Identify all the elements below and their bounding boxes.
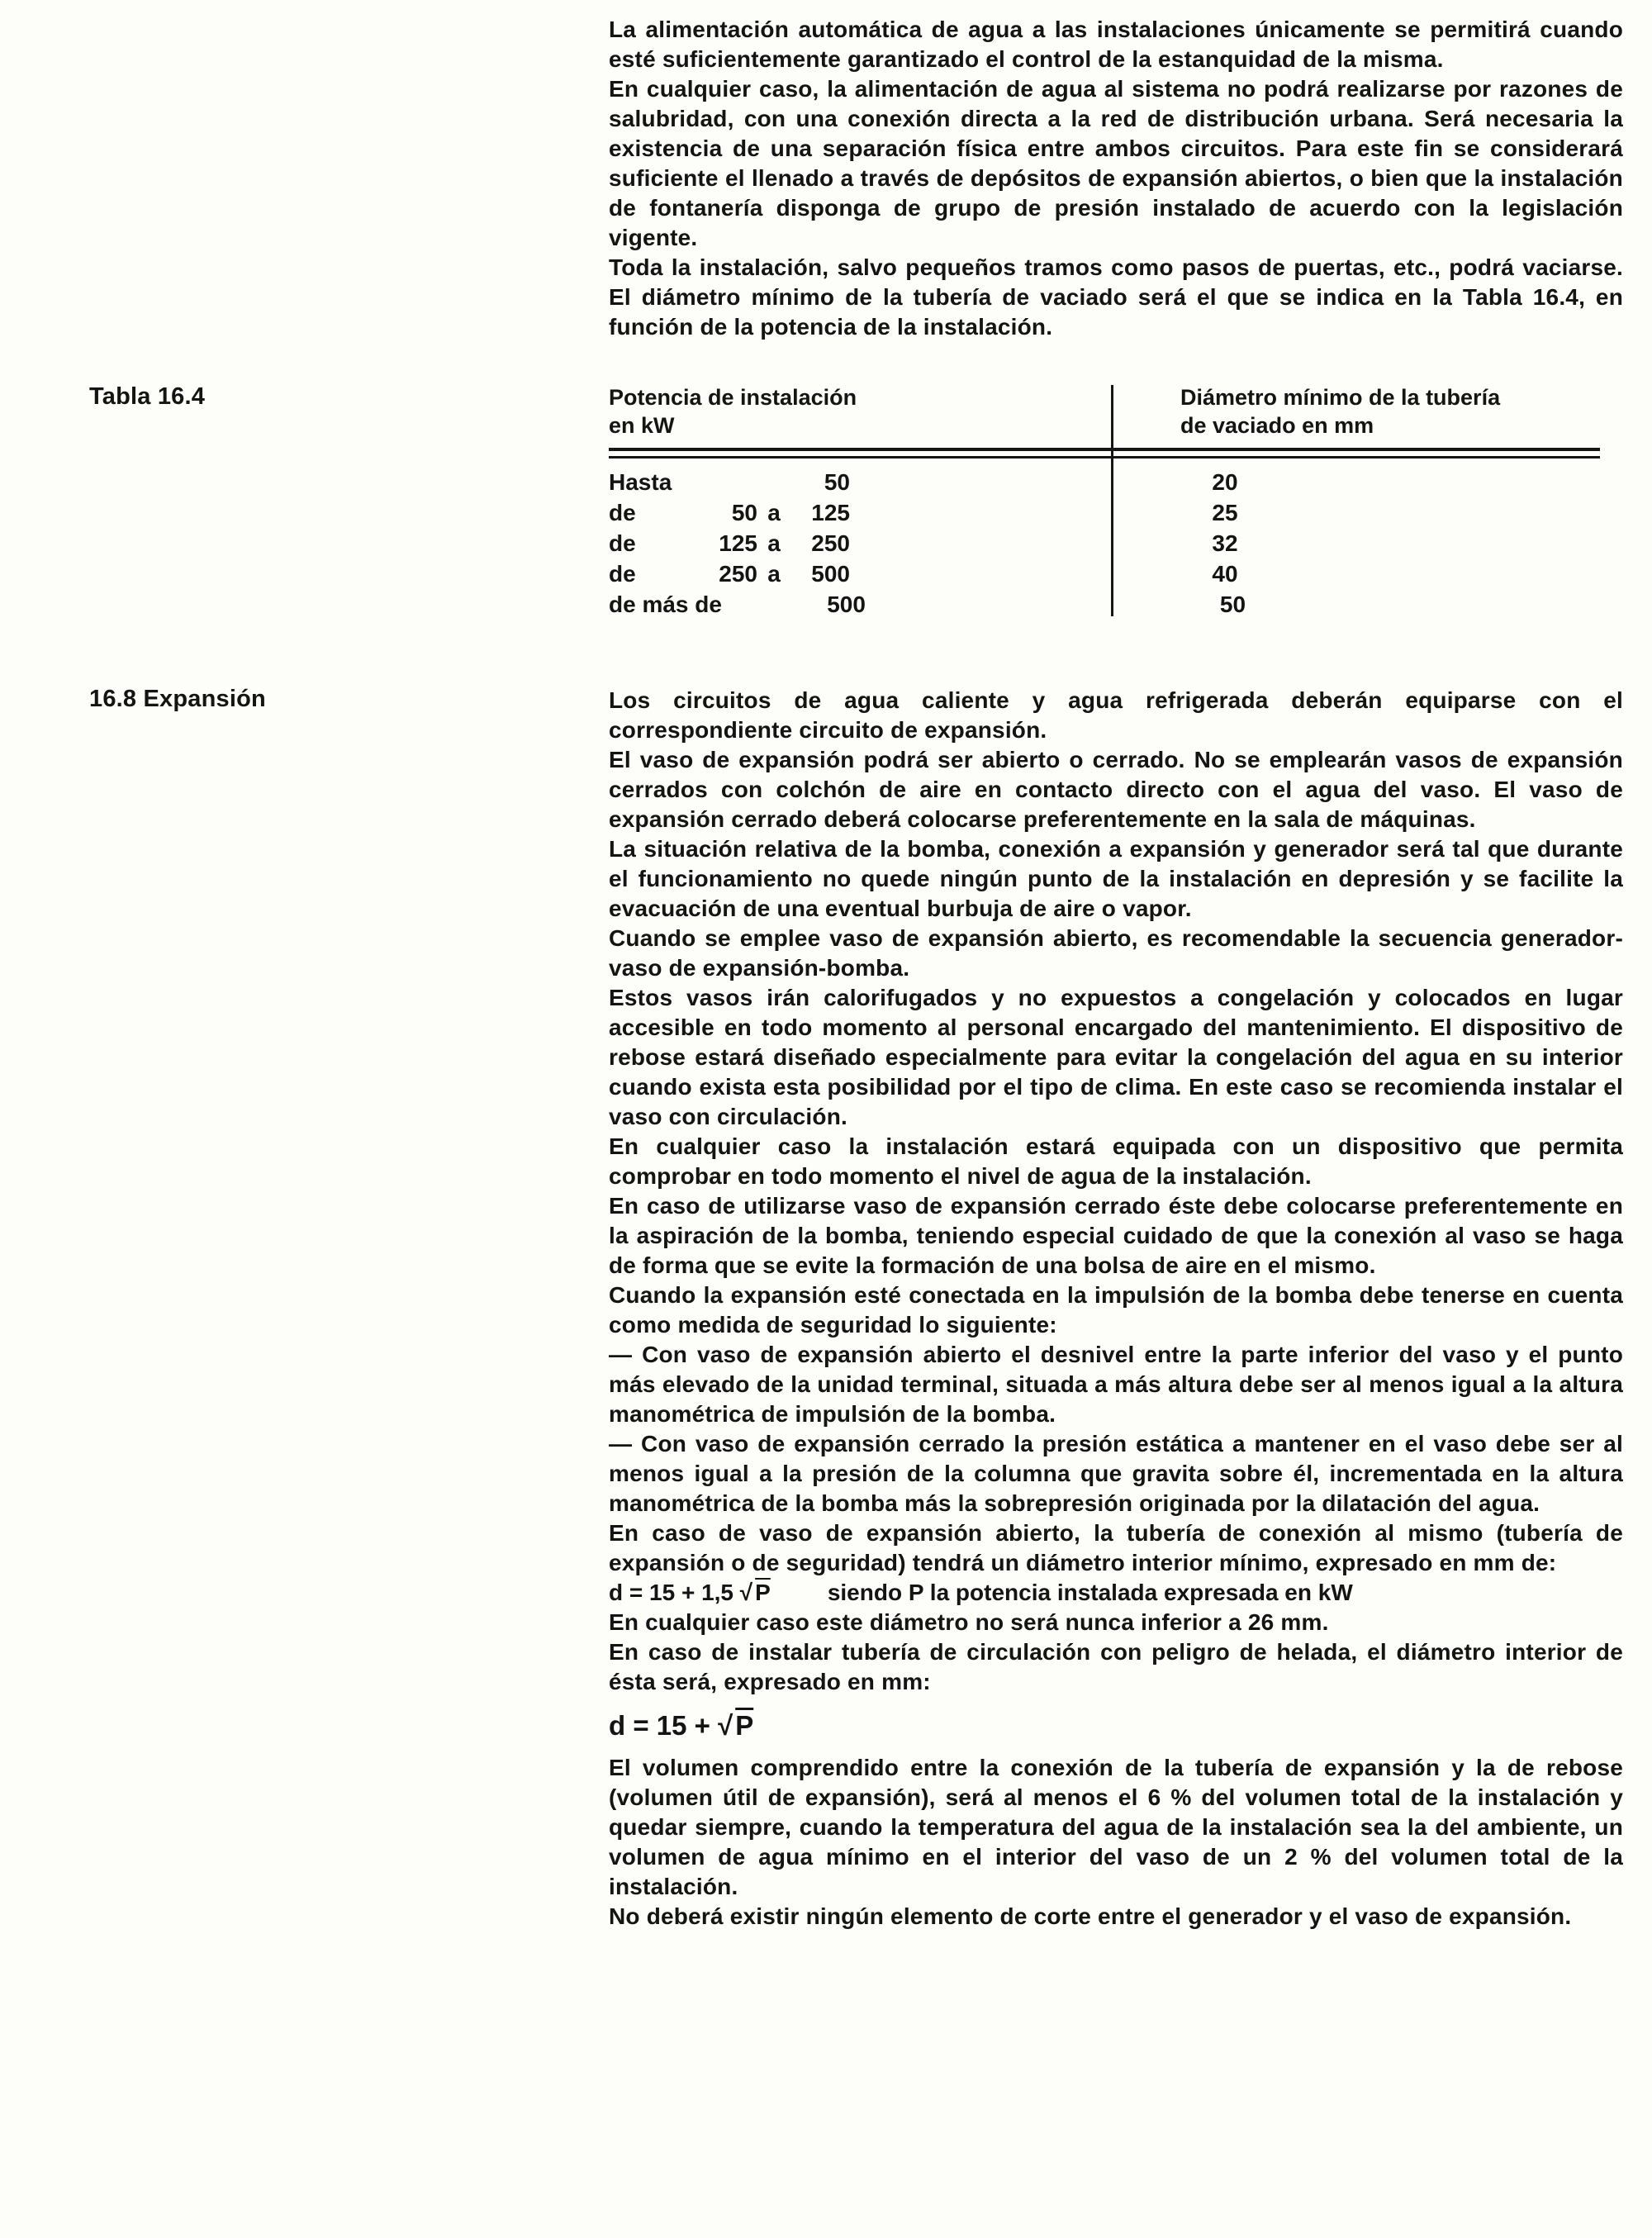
expansion-dash-item: — Con vaso de expansión abierto el desnivel entre la parte inferior del vaso y el punto más elevado de la unidad terminal, situada a más altura debe ser al menos igual a la altura manométrica de impulsión de la bomba.: [609, 1342, 1623, 1427]
expansion-paragraph: En caso de instalar tubería de circulación con peligro de helada, el diámetro interior de ésta será, expresado en mm:: [609, 1639, 1623, 1694]
expansion-paragraph: En caso de utilizarse vaso de expansión cerrado éste debe colocarse preferentemente en la aspiración de la bomba, teniendo especial cuidado de que la conexión al vaso se haga de forma que se evite la formación de una bolsa de aire en el mismo.: [609, 1193, 1623, 1278]
table-header-potencia-line1: Potencia de instalación: [609, 385, 857, 410]
row-sep: [773, 589, 806, 620]
row-to: 500: [811, 561, 850, 587]
row-sep: a: [767, 561, 781, 587]
row-label: Hasta: [609, 469, 672, 495]
table-label-gutter: [0, 383, 609, 411]
expansion-paragraph: En caso de vaso de expansión abierto, la tubería de conexión al mismo (tubería de expansión o de seguridad) tendrá un diámetro interior mínimo, expresado en mm de:: [609, 1520, 1623, 1575]
table-header: [609, 383, 1600, 448]
table-header-potencia: [609, 383, 1111, 440]
expansion-label-gutter: [0, 686, 609, 713]
intro-paragraph-2: En cualquier caso, la alimentación de agua al sistema no podrá realizarse por razones de salubridad, con una conexión directa a la red de distribución urbana. Será necesaria la existencia de una separación física entre ambos circuitos. Para este fin se considerará suficiente el llenado a través de depósitos de expansión abiertos, o bien que la instalación de fontanería disponga de grupo de presión instalado de acuerdo con la legislación vigente.: [609, 76, 1623, 250]
row-to: 125: [811, 500, 850, 525]
expansion-paragraph: Cuando se emplee vaso de expansión abierto, es recomendable la secuencia generador-vaso de expansión-bomba.: [609, 925, 1623, 981]
formula-2-radicand: P: [735, 1710, 754, 1741]
expansion-paragraph: La situación relativa de la bomba, conexión a expansión y generador será tal que durante el funcionamiento no quede ningún punto de la instalación en depresión y se facilite la evacuación de una eventual burbuja de aire o vapor.: [609, 836, 1623, 921]
expansion-paragraph: El vaso de expansión podrá ser abierto o cerrado. No se emplearán vasos de expansión cerrados con colchón de aire en contacto directo con el agua del vaso. El vaso de expansión cerrado deberá colocarse preferentemente en la sala de máquinas.: [609, 747, 1623, 832]
row-diametro: 25: [1212, 500, 1238, 525]
row-sep: [757, 467, 790, 497]
expansion-paragraph: Cuando la expansión esté conectada en la impulsión de la bomba debe tenerse en cuenta como medida de seguridad lo siguiente:: [609, 1282, 1623, 1338]
expansion-text-column: [609, 686, 1623, 1932]
row-to: 500: [827, 592, 866, 617]
table-header-diametro-line2: de vaciado en mm: [1180, 413, 1374, 438]
expansion-paragraph: En cualquier caso la instalación estará equipada con un dispositivo que permita comprobar en todo momento el nivel de agua de la instalación.: [609, 1133, 1623, 1189]
expansion-paragraph: Los circuitos de agua caliente y agua refrigerada deberán equiparse con el correspondiente circuito de expansión.: [609, 687, 1623, 743]
row-sep: a: [767, 530, 781, 556]
intro-section: [0, 15, 1652, 342]
row-diametro: 20: [1212, 469, 1238, 495]
table-row: [609, 467, 1600, 497]
expansion-section: [0, 686, 1652, 1932]
table-header-diametro: [1111, 383, 1500, 440]
intro-text-column: [609, 15, 1623, 342]
table-section: [0, 383, 1652, 620]
diameter-formula-1: [609, 1578, 1623, 1608]
formula-1-radicand: P: [755, 1580, 771, 1605]
table-column: [609, 383, 1623, 620]
table-row: [609, 528, 1600, 558]
expansion-paragraph: Estos vasos irán calorifugados y no expuestos a congelación y colocados en lugar accesible en todo momento al personal encargado del mantenimiento. El dispositivo de rebose estará diseñado especialmente para evitar la congelación del agua en su interior cuando exista esta posibilidad por el tipo de clima. En este caso se recomienda instalar el vaso con circulación.: [609, 985, 1623, 1129]
row-diametro: 50: [1219, 592, 1246, 617]
row-to: 50: [824, 469, 850, 495]
table-header-diametro-line1: Diámetro mínimo de la tubería: [1180, 385, 1501, 410]
row-sep: a: [767, 500, 781, 525]
row-label: de: [609, 561, 636, 587]
formula-1-note: siendo P la potencia instalada expresada en kW: [827, 1580, 1353, 1605]
table-row: [609, 497, 1600, 528]
expansion-paragraph: No deberá existir ningún elemento de corte entre el generador y el vaso de expansión.: [609, 1903, 1572, 1929]
expansion-paragraph: En cualquier caso este diámetro no será nunca inferior a 26 mm.: [609, 1609, 1329, 1635]
row-from: [722, 589, 773, 620]
diameter-formula-2: [609, 1710, 1623, 1741]
row-diametro: 32: [1212, 530, 1238, 556]
table-row: [609, 558, 1600, 589]
section-heading: 16.8 Expansión: [89, 686, 266, 712]
row-diametro: 40: [1212, 561, 1238, 587]
intro-paragraph-1: La alimentación automática de agua a las instalaciones únicamente se permitirá cuando esté suficientemente garantizado el control de la estanquidad de la misma.: [609, 17, 1623, 72]
table-label: Tabla 16.4: [89, 383, 206, 410]
row-from: 125: [719, 530, 757, 556]
table-row: [609, 589, 1600, 620]
row-to: 250: [811, 530, 850, 556]
formula-1-expression: d = 15 + 1,5 √: [609, 1580, 753, 1605]
row-label: de: [609, 530, 636, 556]
row-label: de: [609, 500, 636, 525]
expansion-dash-item: — Con vaso de expansión cerrado la presión estática a mantener en el vaso debe ser al menos igual a la presión de la columna que gravita sobre él, incrementada en la altura manométrica de la bomba más la sobrepresión originada por la dilatación del agua.: [609, 1431, 1623, 1516]
table-vertical-divider: [1111, 385, 1113, 616]
table-16-4: [609, 383, 1600, 620]
expansion-paragraph: El volumen comprendido entre la conexión de la tubería de expansión y la de rebose (volumen útil de expansión), será al menos el 6 % del volumen total de la instalación y quedar siempre, cuando la temperatura del agua de la instalación sea la del ambiente, un volumen de agua mínimo en el interior del vaso de un 2 % del volumen total de la instalación.: [609, 1755, 1623, 1899]
formula-2-expression: d = 15 + √: [609, 1710, 733, 1741]
row-from: 50: [731, 500, 757, 525]
intro-paragraph-3: Toda la instalación, salvo pequeños tramos como pasos de puertas, etc., podrá vaciarse. El diámetro mínimo de la tubería de vaciado será el que se indica en la Tabla 16.4, en función de la potencia de la instalación.: [609, 254, 1623, 340]
row-label: de más de: [609, 592, 722, 617]
row-from: [706, 467, 757, 497]
row-from: 250: [719, 561, 757, 587]
table-header-rule: [609, 448, 1600, 459]
table-header-potencia-line2: en kW: [609, 413, 675, 438]
